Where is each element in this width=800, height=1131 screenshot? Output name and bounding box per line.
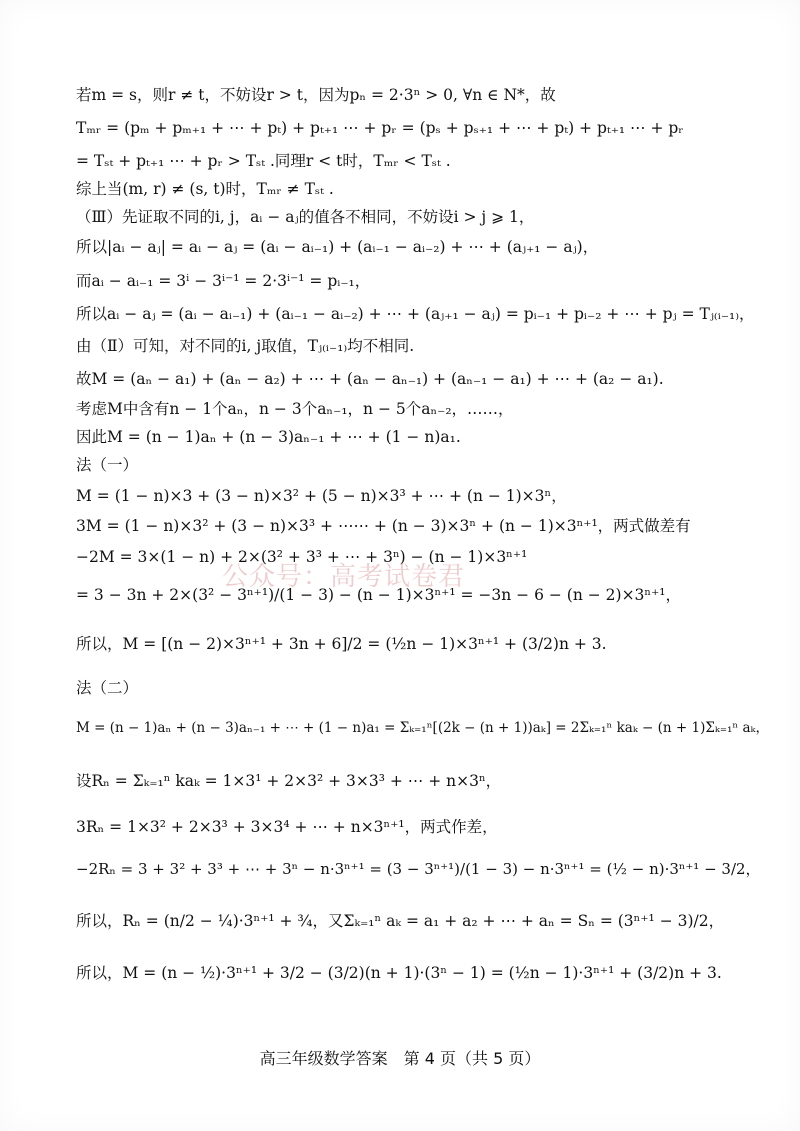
text-line-10: 故M = (aₙ − a₁) + (aₙ − a₂) + ⋯ + (aₙ − aₙ₋₁) + (aₙ₋₁ − a₁) + ⋯ + (a₂ − a₁). [76,370,664,388]
text-line-8: 所以aᵢ − aⱼ = (aᵢ − aᵢ₋₁) + (aᵢ₋₁ − aᵢ₋₂) + ⋯ + (aⱼ₊₁ − aⱼ) = pᵢ₋₁ + pᵢ₋₂ + ⋯ + pⱼ = Tⱼ₍ᵢ₋₁₎， [76,305,755,323]
text-line-11: 考虑M中含有n − 1个aₙ，n − 3个aₙ₋₁，n − 5个aₙ₋₂，……， [76,400,514,418]
text-line-21: 设Rₙ = Σₖ₌₁ⁿ kaₖ = 1×3¹ + 2×3² + 3×3³ + ⋯ + n×3ⁿ， [76,772,502,790]
text-line-15: 3M = (1 − n)×3² + (3 − n)×3³ + ⋯⋯ + (n − 3)×3ⁿ + (n − 1)×3ⁿ⁺¹，两式做差有 [76,517,691,535]
text-line-22: 3Rₙ = 1×3² + 2×3³ + 3×3⁴ + ⋯ + n×3ⁿ⁺¹，两式作差， [76,818,498,836]
text-line-20: M = (n − 1)aₙ + (n − 3)aₙ₋₁ + ⋯ + (1 − n)a₁ = Σₖ₌₁ⁿ[(2k − (n + 1))aₖ] = 2Σₖ₌₁ⁿ kaₖ − (n + 1)Σₖ₌₁ⁿ aₖ， [76,720,769,736]
text-line-3: = Tₛₜ + pₜ₊₁ ⋯ + pᵣ > Tₛₜ .同理r < t时，Tₘᵣ < Tₛₜ . [76,152,451,170]
text-line-12: 因此M = (n − 1)aₙ + (n − 3)aₙ₋₁ + ⋯ + (1 − n)a₁. [76,428,461,446]
text-line-6: 所以|aᵢ − aⱼ| = aᵢ − aⱼ = (aᵢ − aᵢ₋₁) + (aᵢ₋₁ − aᵢ₋₂) + ⋯ + (aⱼ₊₁ − aⱼ)， [76,238,599,256]
text-line-9: 由（Ⅱ）可知，对不同的i, j取值，Tⱼ₍ᵢ₋₁₎均不相同. [76,337,415,355]
text-line-5: （Ⅲ）先证取不同的i, j，aᵢ − aⱼ的值各不相同，不妨设i > j ⩾ 1， [76,208,535,226]
watermark: 公众号：高考试卷君 [222,562,466,592]
text-line-14: M = (1 − n)×3 + (3 − n)×3² + (5 − n)×3³ + ⋯ + (n − 1)×3ⁿ， [76,487,567,505]
text-line-24: 所以，Rₙ = (n/2 − ¼)·3ⁿ⁺¹ + ¾，又Σₖ₌₁ⁿ aₖ = a₁ + a₂ + ⋯ + aₙ = Sₙ = (3ⁿ⁺¹ − 3)/2， [76,912,725,930]
text-line-16: −2M = 3×(1 − n) + 2×(3² + 3³ + ⋯ + 3ⁿ) − (n − 1)×3ⁿ⁺¹ [76,548,528,566]
text-line-25: 所以，M = (n − ½)·3ⁿ⁺¹ + 3/2 − (3/2)(n + 1)·(3ⁿ − 1) = (½n − 1)·3ⁿ⁺¹ + (3/2)n + 3. [76,964,722,982]
method-one-heading: 法（一） [76,456,139,474]
text-line-4: 综上当(m, r) ≠ (s, t)时，Tₘᵣ ≠ Tₛₜ . [76,180,334,198]
text-line-23: −2Rₙ = 3 + 3² + 3³ + ⋯ + 3ⁿ − n·3ⁿ⁺¹ = (3 − 3ⁿ⁺¹)/(1 − 3) − n·3ⁿ⁺¹ = (½ − n)·3ⁿ⁺¹ − 3/2， [76,860,761,878]
page-footer: 高三年级数学答案 第 4 页（共 5 页） [259,1049,541,1068]
text-line-1: 若m = s，则r ≠ t，不妨设r > t，因为pₙ = 2·3ⁿ > 0, ∀n ∈ N*，故 [76,86,556,104]
text-line-7: 而aᵢ − aᵢ₋₁ = 3ⁱ − 3ⁱ⁻¹ = 2·3ⁱ⁻¹ = pᵢ₋₁， [76,272,371,290]
text-line-2: Tₘᵣ = (pₘ + pₘ₊₁ + ⋯ + pₜ) + pₜ₊₁ ⋯ + pᵣ = (pₛ + pₛ₊₁ + ⋯ + pₜ) + pₜ₊₁ ⋯ + pᵣ [76,119,684,137]
text-line-18: 所以，M = [(n − 2)×3ⁿ⁺¹ + 3n + 6]/2 = (½n − 1)×3ⁿ⁺¹ + (3/2)n + 3. [76,635,607,653]
method-two-heading: 法（二） [76,679,139,697]
text-line-17: = 3 − 3n + 2×(3² − 3ⁿ⁺¹)/(1 − 3) − (n − 1)×3ⁿ⁺¹ = −3n − 6 − (n − 2)×3ⁿ⁺¹， [76,586,682,604]
